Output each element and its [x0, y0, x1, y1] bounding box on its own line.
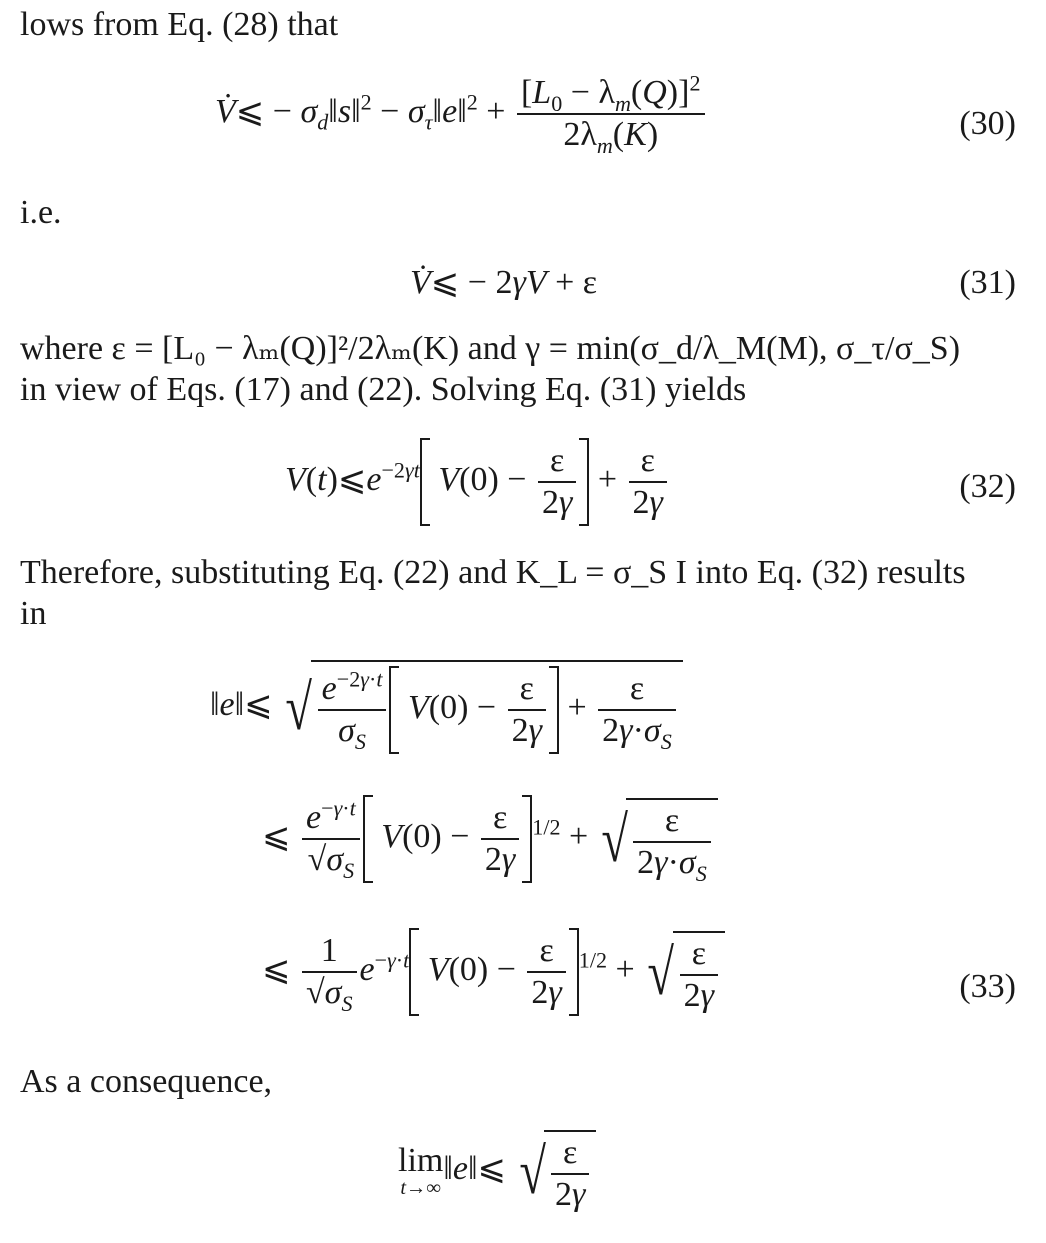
paragraph-ie: i.e.	[20, 194, 62, 231]
paragraph-therefore-line2: in	[20, 595, 47, 632]
equation-limit: lim t→∞ ‖e‖⩽ √ $\frac{\varepsilon}{2\gamma}$	[398, 1130, 596, 1212]
equation-30: V̇⩽ − $\sigma_d‖s‖^2$ − $\sigma_\tau‖e‖^2$ + $\frac{[L_0 - \lambda_m(Q)]^2}{2\lambda_m(K)}$	[215, 76, 708, 152]
equation-33-line-1: ‖e‖⩽ √ $\frac{e^{-2\gamma\cdot t}}{\sigma_S}$ V(0) − $\frac{\varepsilon}{2\gamma}$ + $\frac{\varepsilon}{2\gamma\cdot\sigma_S}$	[210, 660, 683, 754]
paragraph-therefore-line1: Therefore, substituting Eq. (22) and K_L = σ_S I into Eq. (32) results	[20, 554, 966, 591]
paragraph-where-line1: where ε = [L₀ − λₘ(Q)]²/2λₘ(K) and γ = min(σ_d/λ_M(M), σ_τ/σ_S)	[20, 330, 961, 367]
equation-number-32: (32)	[959, 468, 1016, 505]
paragraph-intro: lows from Eq. (28) that	[20, 6, 339, 43]
equation-number-31: (31)	[959, 264, 1016, 301]
equation-number-33: (33)	[959, 968, 1016, 1005]
equation-33-line-2: ⩽ $\frac{e^{-\gamma\cdot t}}{√\sigma_S}$ V(0) − $\frac{\varepsilon}{2\gamma}$ $^{1/2}$ + √ $\frac{\varepsilon}{2\gamma\cdot\sigma_S}$	[262, 795, 718, 883]
equation-32: $V(t)⩽e^{-2\gamma t}$ V(0) − $\frac{\varepsilon}{2\gamma}$ + $\frac{\varepsilon}{2\gamma}$	[285, 438, 670, 526]
paragraph-consequence: As a consequence,	[20, 1063, 273, 1100]
equation-number-30: (30)	[959, 105, 1016, 142]
equation-33-line-3: ⩽ $\frac{1}{√\sigma_S}$ $e^{-\gamma\cdot t}$ V(0) − $\frac{\varepsilon}{2\gamma}$ $^{1/2}$ + √ $\frac{\varepsilon}{2\gamma}$	[262, 928, 725, 1016]
paragraph-where-line2: in view of Eqs. (17) and (22). Solving Eq. (31) yields	[20, 371, 747, 408]
equation-31: V̇⩽ − 2γV + ε	[410, 264, 598, 301]
